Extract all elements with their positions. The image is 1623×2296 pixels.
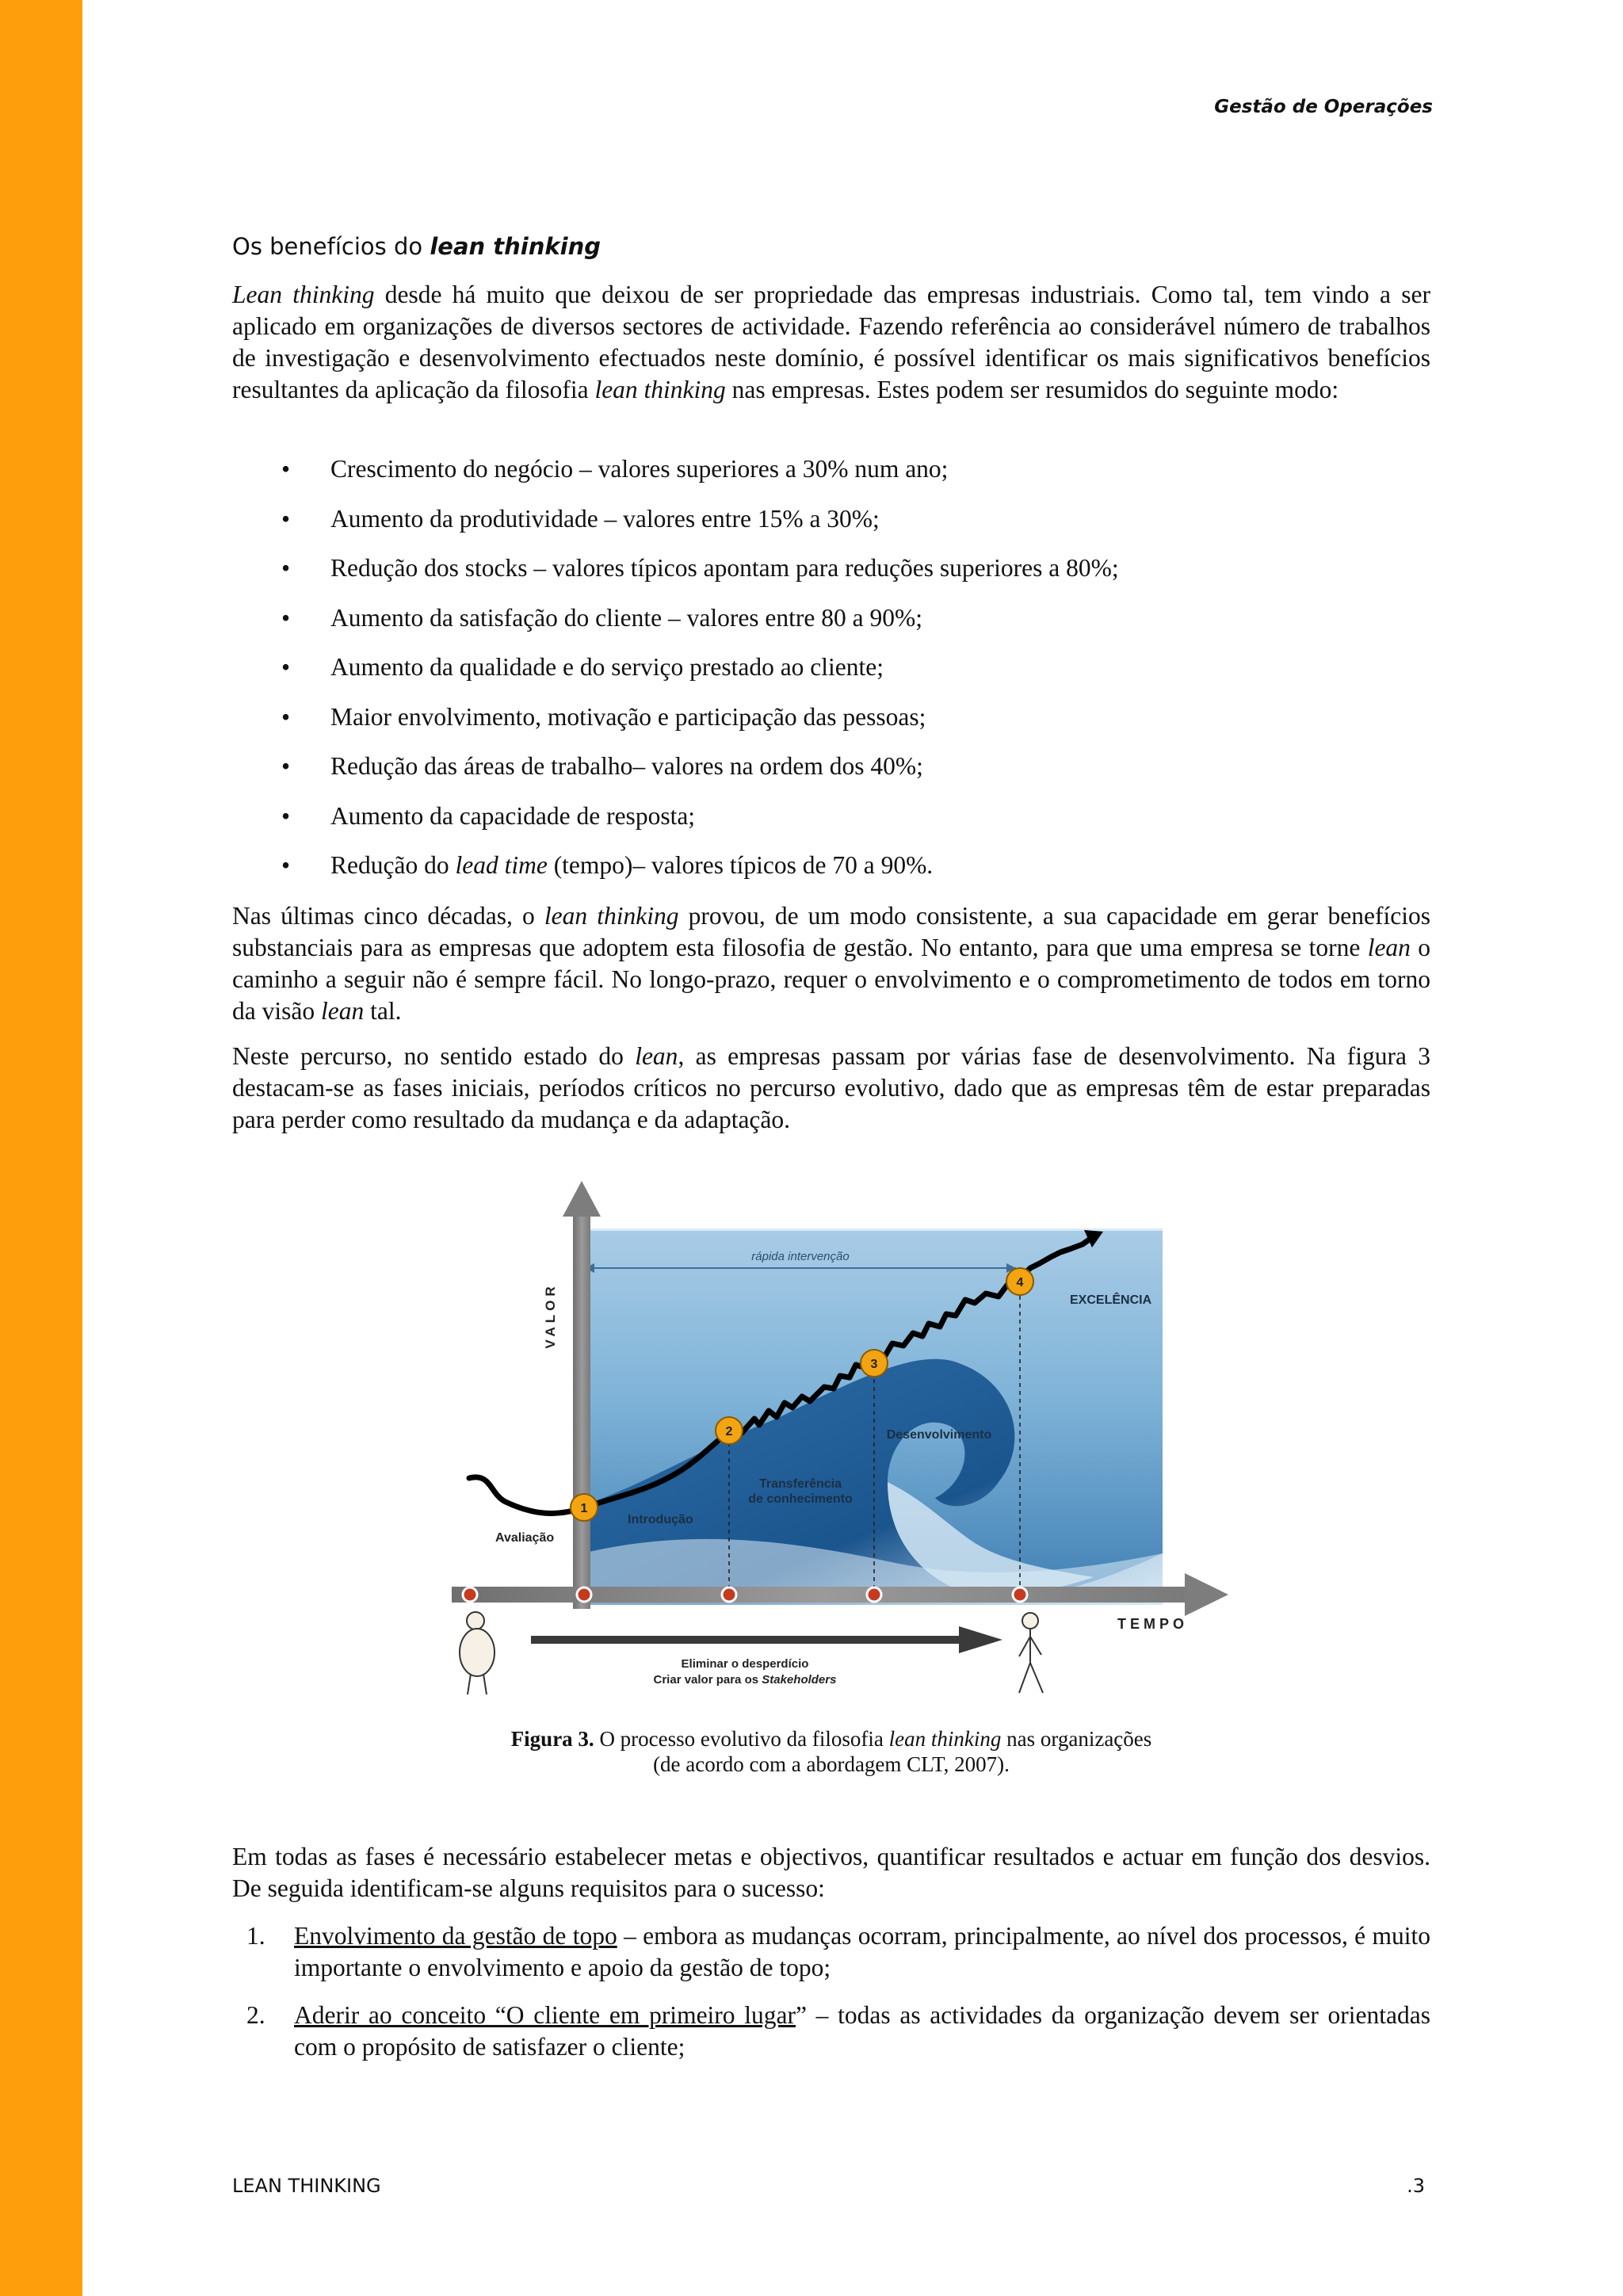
- figure-caption: Figura 3. O processo evolutivo da filosofia lean thinking nas organizações (de acordo com a abordagem CLT, 2007).: [510, 1727, 1152, 1776]
- orange-sidebar: [0, 0, 82, 2296]
- list-item: • Aumento da satisfação do cliente – valores entre 80 a 90%;: [281, 603, 922, 632]
- list-item: • Aumento da qualidade e do serviço prestado ao cliente;: [281, 653, 884, 681]
- intro-paragraph: Lean thinking desde há muito que deixou de ser propriedade das empresas industriais. Como tal, tem vindo a ser aplicado em organizações de diversos sectores de actividade. Fazendo referência ao considerável número de trabalhos de investigação e desenvolvimento efectuados neste domínio, é possível identificar os mais significativos benefícios resultantes da aplicação da filosofia lean thinking nas empresas. Estes podem ser resumidos do seguinte modo:: [232, 281, 1430, 403]
- phase-label-transferencia: Transferência: [758, 1477, 842, 1491]
- x-axis-label: TEMPO: [1117, 1616, 1189, 1632]
- phase-label-excelencia: EXCELÊNCIA: [1070, 1293, 1152, 1307]
- svg-text:3: 3: [870, 1358, 878, 1371]
- list-item: • Maior envolvimento, motivação e participação das pessoas;: [281, 702, 926, 731]
- arrow-label-line1: Eliminar o desperdício: [681, 1657, 809, 1671]
- rapid-intervention-label: rápida intervenção: [751, 1250, 850, 1263]
- requirements-list: [232, 1920, 1430, 2079]
- list-item: • Redução do lead time (tempo)– valores típicos de 70 a 90%.: [281, 851, 934, 879]
- phase-label-desenvolvimento: Desenvolvimento: [886, 1428, 992, 1442]
- list-item: • Crescimento do negócio – valores superiores a 30% num ano;: [281, 455, 949, 483]
- footer-title: LEAN THINKING: [232, 2175, 381, 2197]
- fit-person-icon: [1019, 1613, 1043, 1693]
- overweight-person-icon: [460, 1612, 495, 1694]
- list-item: 1. Envolvimento da gestão de topo – embora as mudanças ocorram, principalmente, ao nível dos processos, é muito importante o envolvimento e apoio da gestão de topo;: [246, 1922, 1430, 1981]
- marker-4: [1006, 1268, 1033, 1295]
- marker-1: [571, 1494, 598, 1521]
- list-item: • Aumento da produtividade – valores entre 15% a 30%;: [281, 504, 880, 533]
- list-item: • Aumento da capacidade de resposta;: [281, 801, 696, 830]
- figure-lean-evolution: [444, 1181, 1228, 1696]
- list-item: 2. Aderir ao conceito “O cliente em primeiro lugar” – todas as actividades da organização devem ser orientadas com o propósito de satisfazer o cliente;: [246, 2001, 1430, 2061]
- list-item: • Redução das áreas de trabalho– valores na ordem dos 40%;: [281, 752, 923, 780]
- phase-label-avaliacao: Avaliação: [495, 1531, 555, 1545]
- marker-3: [861, 1350, 888, 1377]
- waste-elimination-arrow: [531, 1626, 1002, 1653]
- paragraph-phases: Neste percurso, no sentido estado do lean, as empresas passam por várias fase de desenvolvimento. Na figura 3 destacam-se as fases iniciais, períodos críticos no percurso evolutivo, dado que as empresas têm de estar preparadas para perder como resultado da mudança e da adaptação.: [232, 1042, 1430, 1133]
- marker-2: [716, 1417, 743, 1444]
- lean-evolution-diagram: [444, 1181, 1228, 1696]
- page-number: .3: [1407, 2175, 1425, 2197]
- section-heading: Os benefícios do lean thinking: [232, 233, 601, 260]
- paragraph-goals: Em todas as fases é necessário estabelecer metas e objectivos, quantificar resultados e actuar em função dos desvios. De seguida identificam-se alguns requisitos para o sucesso:: [232, 1843, 1430, 1902]
- phase-label-introducao: Introdução: [628, 1513, 693, 1526]
- wave-image: [582, 1228, 1163, 1605]
- list-item: • Redução dos stocks – valores típicos apontam para reduções superiores a 80%;: [281, 554, 1119, 582]
- phase-label-conhecimento: de conhecimento: [748, 1492, 853, 1506]
- running-header: Gestão de Operações: [1214, 97, 1433, 117]
- benefits-list: [281, 453, 1119, 900]
- arrow-label-line2: Criar valor para os Stakeholders: [653, 1673, 837, 1687]
- svg-text:2: 2: [725, 1425, 733, 1438]
- svg-text:1: 1: [580, 1502, 588, 1515]
- y-axis-label: VALOR: [543, 1282, 558, 1349]
- svg-text:4: 4: [1016, 1276, 1024, 1289]
- paragraph-decades: Nas últimas cinco décadas, o lean thinking provou, de um modo consistente, a sua capacidade em gerar benefícios substanciais para as empresas que adoptem esta filosofia de gestão. No entanto, para que uma empresa se torne lean o caminho a seguir não é sempre fácil. No longo-prazo, requer o envolvimento e o comprometimento de todos em torno da visão lean tal.: [232, 902, 1431, 1025]
